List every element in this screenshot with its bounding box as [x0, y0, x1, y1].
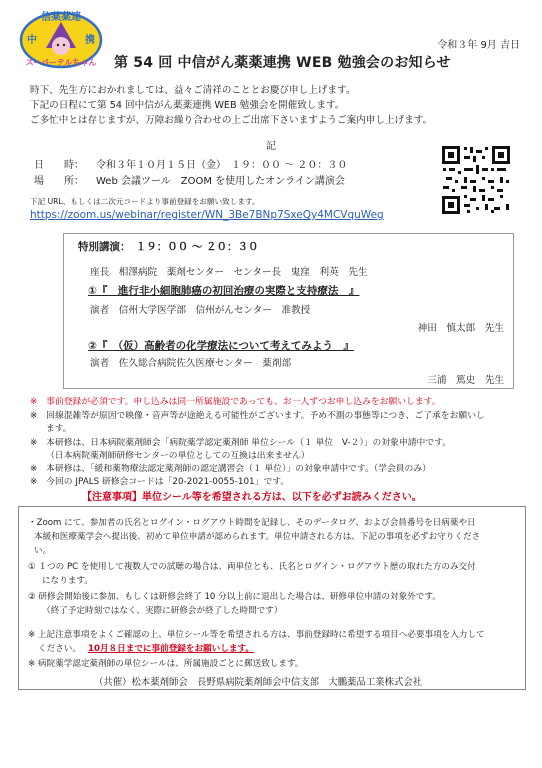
chair-line: 座長 相澤病院 薬剤センター センター長 鬼窪 利英 先生 — [90, 267, 368, 278]
date-label: 日 時： — [34, 160, 84, 171]
qr-code-graphic — [440, 144, 512, 216]
note-4: ※ 本研修は、「緩和薬物療法認定薬剤師の認定講習会（１ 単位）」の対象申請中です。（学会員のみ） — [30, 464, 431, 474]
logo-bottom-text: スーパーテルちゃん — [25, 58, 97, 67]
logo-graphic — [18, 8, 104, 70]
precaution-3b: （終了予定時刻ではなく、実際に研修会が終了した時間です） — [42, 606, 283, 616]
registration-note: 下記 URL、もしくは二次元コードより事前登録をお願い致します。 — [30, 197, 260, 206]
logo — [18, 8, 104, 70]
speaker-2-name: 三浦 篤史 先生 — [427, 375, 504, 386]
precaution-3a: ② 研修会開始後に参加、もしくは研修会終了 10 分以上前に退出した場合は、研修単位申請の対象外です。 — [28, 592, 441, 602]
place-value: Web 会議ツール ZOOM を使用したオンライン講演会 — [96, 176, 345, 187]
note-2b: ます。 — [46, 424, 72, 434]
precaution-2a: ① １つの PC を使用して複数人での試聴の場合は、両単位とも、氏名とログイン・ログアウト歴の取れた方のみ交付 — [28, 562, 476, 572]
note-2a: ※ 回線混雑等が原因で映像・音声等が途絶える可能性がございます。予め不測の事態等につき、ご了承をお願いし — [30, 411, 485, 421]
speaker-1-affiliation: 演者 信州大学医学部 信州がんセンター 准教授 — [90, 305, 311, 316]
registration-deadline: 10月８日までに事前登録をお願いします。 — [88, 644, 254, 654]
precaution-2b: になります。 — [42, 576, 93, 586]
precaution-4b: ください。 — [38, 644, 81, 654]
issue-date: 令和３年 9月 吉日 — [437, 40, 520, 51]
page-title: 第 54 回 中信がん薬薬連携 WEB 勉強会のお知らせ — [114, 55, 451, 71]
ki-heading: 記 — [266, 141, 276, 152]
precaution-1a: ・Zoom にて、参加者の氏名とログイン・ログアウト時間を記録し、そのデータログ、および会員番号を日病薬や日 — [28, 518, 476, 528]
intro-line-1: 時下、先生方におかれましては、益々ご清祥のこととお慶び申し上げます。 — [30, 85, 356, 96]
precaution-4a: ※ 上記注意事項をよくご確認の上、単位シール等を希望される方は、事前登録時に希望する項目へ必要事項を入力して — [28, 630, 485, 640]
place-label: 場 所： — [34, 176, 84, 187]
precaution-5: ※ 病院薬学認定薬剤師の単位シールは、所属施設ごとに郵送致します。 — [28, 659, 304, 669]
precaution-1c: い。 — [34, 546, 52, 556]
speaker-1-name: 神田 慎太郎 先生 — [417, 323, 504, 334]
logo-left-char: 中 — [27, 35, 37, 46]
date-value: 令和３年１０月１５日（金） １９：００ ～ ２０：３０ — [96, 160, 348, 171]
note-3a: ※ 本研修は、日本病院薬剤師会「病院薬学認定薬剤師 単位シール（１ 単位 V-２）」の対象申請中です。 — [30, 438, 452, 448]
intro-line-3: ご多忙中とは存じますが、万障お繰り合わせの上ご出席下さいますようご案内申し上げます。 — [30, 115, 433, 126]
organizers: （共催）松本薬剤師会 長野県病院薬剤師会中信支部 大鵬薬品工業株式会社 — [94, 677, 423, 688]
topic-1: ①『 進行非小細胞肺癌の初回治療の実際と支持療法 』 — [88, 285, 360, 297]
speaker-2-affiliation: 演者 佐久総合病院佐久医療センター 薬剤部 — [90, 358, 292, 369]
note-3b: （日本病院薬剤師研修センターの単位としての互換は出来ません） — [46, 451, 310, 461]
logo-top-text: 信薬薬連 — [41, 12, 81, 23]
qr-code[interactable] — [440, 144, 512, 216]
note-5: ※ 今回の JPALS 研修会コードは「20-2021-0055-101」です。 — [30, 477, 290, 487]
note-1: ※ 事前登録が必須です。申し込みは同一所属施設であっても、お一人ずつお申し込みをお願いします。 — [30, 397, 441, 407]
lecture-heading: 特別講演： １９：００ ～ ２０：３０ — [78, 241, 259, 253]
intro-line-2: 下記の日程にて第 54 回中信がん薬薬連携 WEB 勉強会を開催致します。 — [30, 100, 345, 111]
registration-link[interactable]: https://zoom.us/webinar/register/WN_3Be7BNp7SxeQy4MCVquWeg — [30, 209, 384, 221]
logo-right-char: 携 — [85, 35, 95, 46]
topic-2: ②『 （仮）高齢者の化学療法について考えてみよう 』 — [88, 340, 354, 352]
warning-heading: 【注意事項】単位シール等を希望される方は、以下を必ずお読みください。 — [82, 492, 422, 503]
precaution-1b: 本緩和医療薬学会へ提出後、初めて単位申請が認められます。単位申請される方は、下記の事項を必ずお守りくださ — [34, 532, 481, 542]
